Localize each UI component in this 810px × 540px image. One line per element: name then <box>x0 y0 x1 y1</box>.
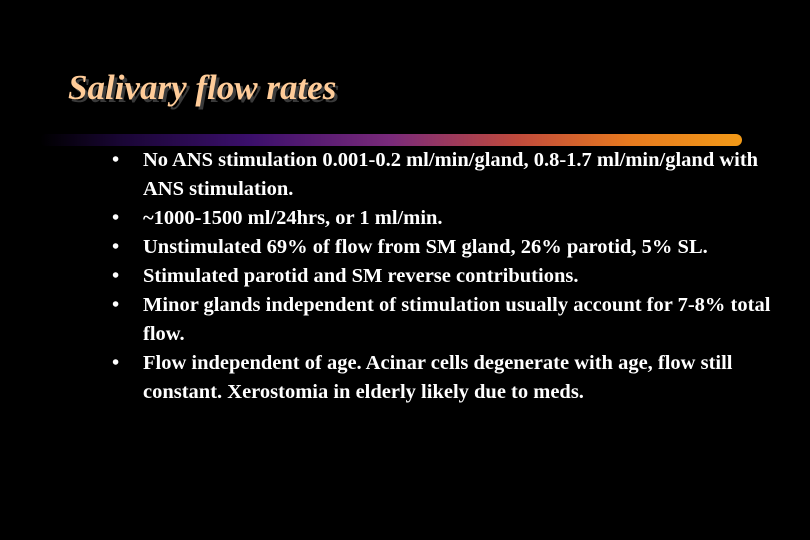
bullet-dot-icon: • <box>112 352 120 374</box>
bullet-text: Stimulated parotid and SM reverse contributions. <box>143 265 579 287</box>
bullet-item <box>112 349 802 407</box>
bullet-dot-icon: • <box>112 294 120 316</box>
bullet-item <box>112 146 802 204</box>
bullet-list <box>112 146 802 407</box>
bullet-dot-icon: • <box>112 149 120 171</box>
bullet-text: Flow independent of age. Acinar cells degenerate with age, flow still constant. Xerostomia in elderly likely due to meds. <box>143 352 733 403</box>
bullet-item <box>112 291 802 349</box>
bullet-text: No ANS stimulation 0.001-0.2 ml/min/gland, 0.8-1.7 ml/min/gland with ANS stimulation. <box>143 149 759 200</box>
bullet-dot-icon: • <box>112 265 120 287</box>
bullet-item <box>112 204 802 233</box>
slide-title: Salivary flow rates <box>68 68 337 107</box>
bullet-text: Unstimulated 69% of flow from SM gland, 26% parotid, 5% SL. <box>143 236 708 258</box>
bullet-dot-icon: • <box>112 236 120 258</box>
bullet-dot-icon: • <box>112 207 120 229</box>
bullet-item <box>112 262 802 291</box>
bullet-text: Minor glands independent of stimulation usually account for 7-8% total flow. <box>143 294 771 345</box>
title-divider-bar <box>40 134 742 146</box>
bullet-item <box>112 233 802 262</box>
bullet-text: ~1000-1500 ml/24hrs, or 1 ml/min. <box>143 207 443 229</box>
